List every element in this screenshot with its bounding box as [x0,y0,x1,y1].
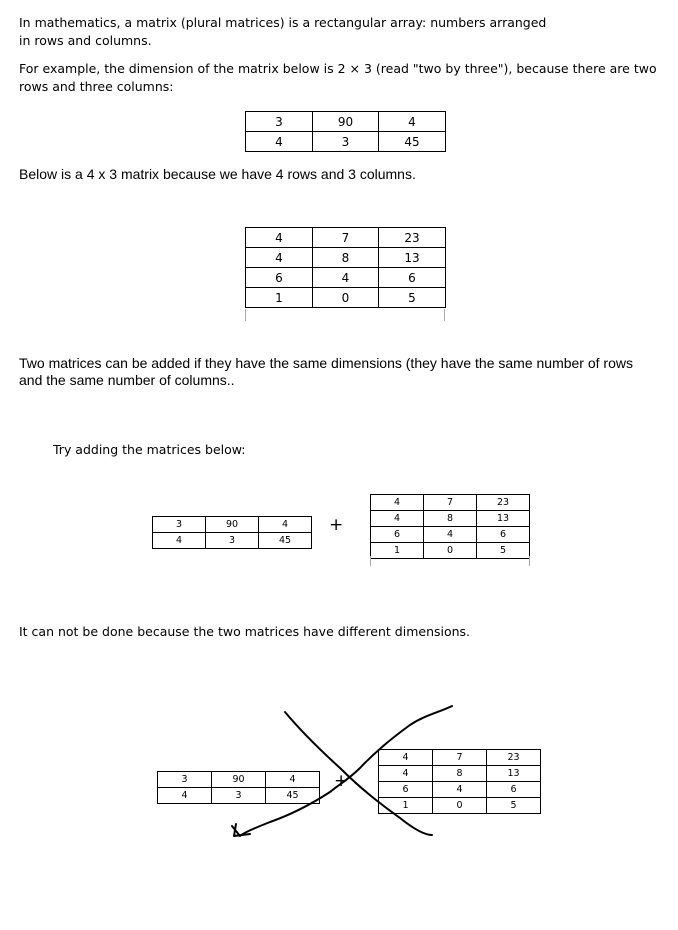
matrix-cell: 4 [313,268,379,288]
plus-sign: + [329,515,344,535]
matrix-cell: 6 [477,527,530,543]
below-text: Below is a 4 x 3 matrix because we have 4 rows and 3 columns. [19,166,416,182]
matrix-cell: 8 [433,766,487,782]
example-line-1: For example, the dimension of the matrix below is 2 × 3 (read "two by three"), because there are two [19,61,657,76]
add-rule-line-2: and the same number of columns.. [19,372,235,388]
matrix-cell: 45 [266,788,320,804]
matrix-cell: 6 [379,268,446,288]
matrix-cell: 23 [487,750,541,766]
try-text: Try adding the matrices below: [53,442,246,457]
add-rule-line-1: Two matrices can be added if they have the same dimensions (they have the same number of rows [19,355,633,371]
matrix-cell: 4 [371,495,424,511]
matrix-2x3-small [152,516,312,549]
table-row [158,772,320,788]
matrix-cell: 23 [379,228,446,248]
table-row [379,798,541,814]
matrix-cell: 4 [424,527,477,543]
table-row [246,132,446,152]
matrix-cell: 13 [379,248,446,268]
plus-sign-crossed: + [334,771,349,791]
matrix-cell: 4 [158,788,212,804]
matrix-cell: 7 [424,495,477,511]
matrix-cell: 4 [379,750,433,766]
matrix-cell: 4 [379,766,433,782]
table-row [246,268,446,288]
matrix-cell: 3 [158,772,212,788]
matrix-cell: 45 [379,132,446,152]
matrix-cell: 7 [433,750,487,766]
matrix-cell: 4 [259,517,312,533]
table-corner-mark [529,556,530,566]
table-row [246,288,446,308]
matrix-cell: 6 [371,527,424,543]
matrix-cell: 3 [153,517,206,533]
matrix-4x3 [245,227,446,308]
matrix-cell: 4 [153,533,206,549]
table-row [371,527,530,543]
matrix-cell: 4 [371,511,424,527]
matrix-cell: 4 [246,248,313,268]
matrix-cell: 90 [212,772,266,788]
matrix-cell: 90 [313,112,379,132]
matrix-cell: 7 [313,228,379,248]
matrix-cell: 3 [212,788,266,804]
table-row [371,511,530,527]
table-row [153,533,312,549]
matrix-cell: 4 [266,772,320,788]
cross-out-stroke [234,824,250,836]
table-row [379,750,541,766]
matrix-cell: 4 [433,782,487,798]
matrix-cell: 1 [371,543,424,559]
intro-line-1: In mathematics, a matrix (plural matrices) is a rectangular array: numbers arranged [19,15,547,30]
matrix-cell: 13 [477,511,530,527]
table-corner-mark [444,309,445,321]
matrix-2x3-crossed [157,771,320,804]
matrix-cell: 5 [487,798,541,814]
matrix-cell: 8 [424,511,477,527]
matrix-cell: 4 [379,112,446,132]
matrix-cell: 3 [246,112,313,132]
table-corner-mark [370,556,371,566]
matrix-cell: 13 [487,766,541,782]
matrix-cell: 8 [313,248,379,268]
matrix-2x3 [245,111,446,152]
matrix-cell: 23 [477,495,530,511]
matrix-cell: 0 [313,288,379,308]
table-row [153,517,312,533]
table-row [246,112,446,132]
table-row [246,248,446,268]
matrix-cell: 3 [313,132,379,152]
matrix-cell: 90 [206,517,259,533]
matrix-cell: 45 [259,533,312,549]
matrix-cell: 4 [246,132,313,152]
matrix-cell: 6 [487,782,541,798]
example-line-2: rows and three columns: [19,79,174,94]
cannot-text: It can not be done because the two matrices have different dimensions. [19,624,471,639]
matrix-cell: 3 [206,533,259,549]
table-row [371,543,530,559]
table-row [371,495,530,511]
matrix-cell: 5 [477,543,530,559]
matrix-cell: 5 [379,288,446,308]
matrix-cell: 4 [246,228,313,248]
matrix-4x3-crossed [378,749,541,814]
table-corner-mark [245,309,246,321]
table-row [379,782,541,798]
matrix-cell: 0 [424,543,477,559]
matrix-cell: 0 [433,798,487,814]
matrix-cell: 6 [379,782,433,798]
matrix-cell: 1 [246,288,313,308]
matrix-cell: 6 [246,268,313,288]
table-row [158,788,320,804]
matrix-4x3-small [370,494,530,559]
matrix-cell: 1 [379,798,433,814]
intro-line-2: in rows and columns. [19,33,152,48]
table-row [379,766,541,782]
table-row [246,228,446,248]
